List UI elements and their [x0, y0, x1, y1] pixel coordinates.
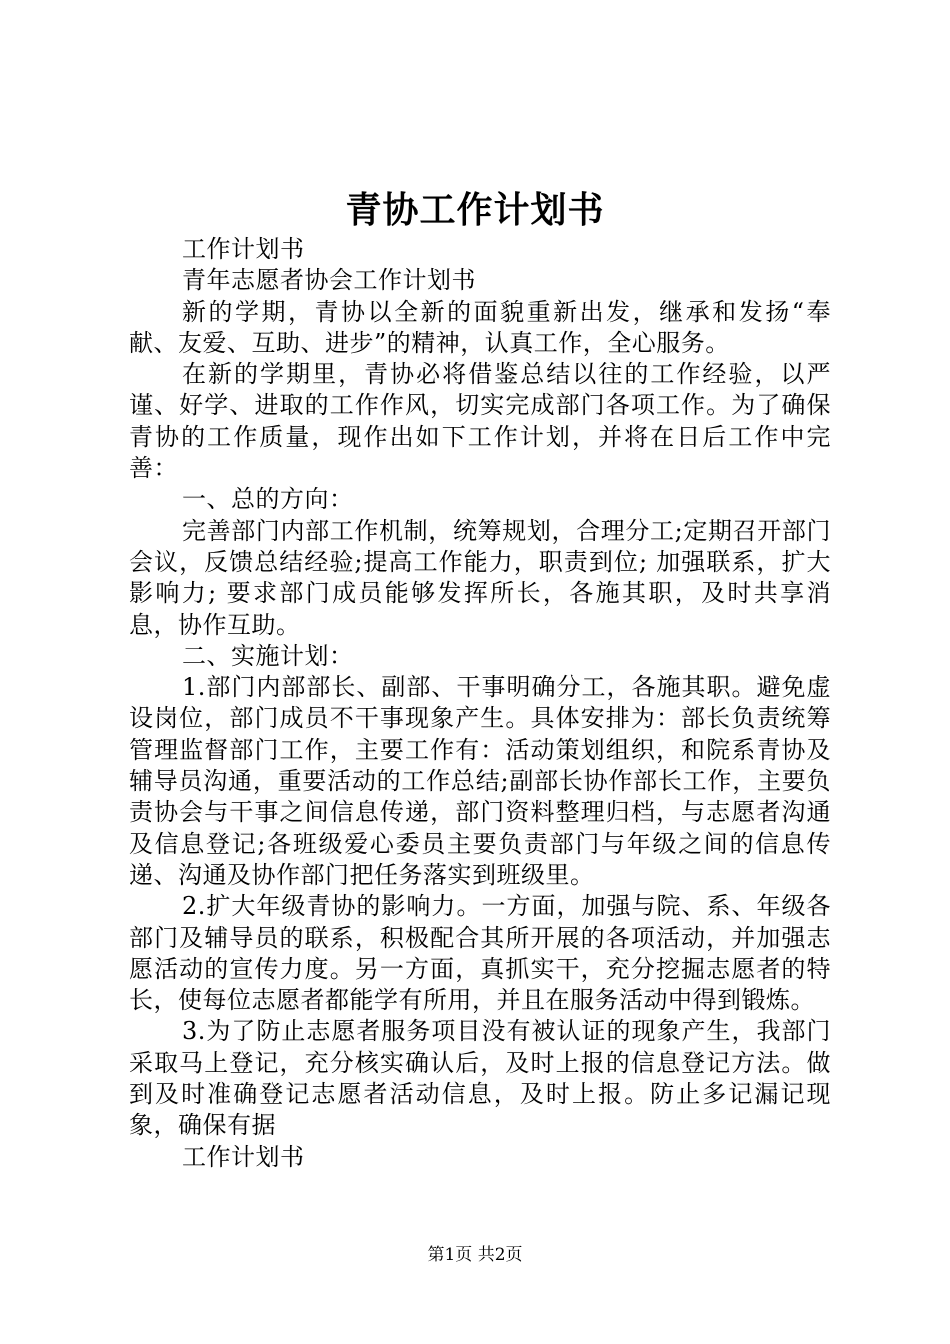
section-heading: 二、实施计划： — [182, 641, 354, 670]
paragraph: 3.为了防止志愿者服务项目没有被认证的现象产生，我部门采取马上登记，充分核实确认后，及时上报的信息登记方法。做到及时准确登记志愿者活动信息，及时上报。防止多记漏记现象，确保有据 — [129, 1017, 831, 1140]
paragraph: 工作计划书 — [182, 235, 305, 263]
paragraph: 在新的学期里，青协必将借鉴总结以往的工作经验，以严谨、好学、进取的工作作风，切实完成部门各项工作。为了确保青协的工作质量，现作出如下工作计划，并将在日后工作中完善： — [129, 360, 831, 483]
page-title: 青协工作计划书 — [345, 189, 605, 231]
paragraph: 青年志愿者协会工作计划书 — [182, 266, 476, 295]
page-footer: 第1页 共2页 — [427, 1245, 523, 1265]
paragraph: 工作计划书 — [182, 1142, 305, 1171]
paragraph: 2.扩大年级青协的影响力。一方面，加强与院、系、年级各部门及辅导员的联系，积极配合其所开展的各项活动，并加强志愿活动的宣传力度。另一方面，真抓实干，充分挖掘志愿者的特长，使每位志愿者都能学有所用，并且在服务活动中得到锻炼。 — [129, 892, 831, 1015]
paragraph: 新的学期，青协以全新的面貌重新出发，继承和发扬“奉献、友爱、互助、进步”的精神，认真工作，全心服务。 — [129, 297, 831, 357]
paragraph: 1.部门内部部长、副部、干事明确分工，各施其职。避免虚设岗位，部门成员不干事现象产生。具体安排为：部长负责统筹管理监督部门工作，主要工作有：活动策划组织，和院系青协及辅导员沟通，重要活动的工作总结;副部长协作部长工作，主要负责协会与干事之间信息传递，部门资料整理归档，与志愿者沟通及信息登记;各班级爱心委员主要负责部门与年级之间的信息传递、沟通及协作部门把任务落实到班级里。 — [129, 673, 831, 889]
section-heading: 一、总的方向： — [182, 485, 354, 514]
paragraph: 完善部门内部工作机制，统筹规划，合理分工;定期召开部门会议，反馈总结经验;提高工作能力，职责到位; 加强联系，扩大影响力; 要求部门成员能够发挥所长，各施其职，及时共享消息，协作互助。 — [129, 516, 831, 639]
document-body — [129, 234, 831, 1173]
